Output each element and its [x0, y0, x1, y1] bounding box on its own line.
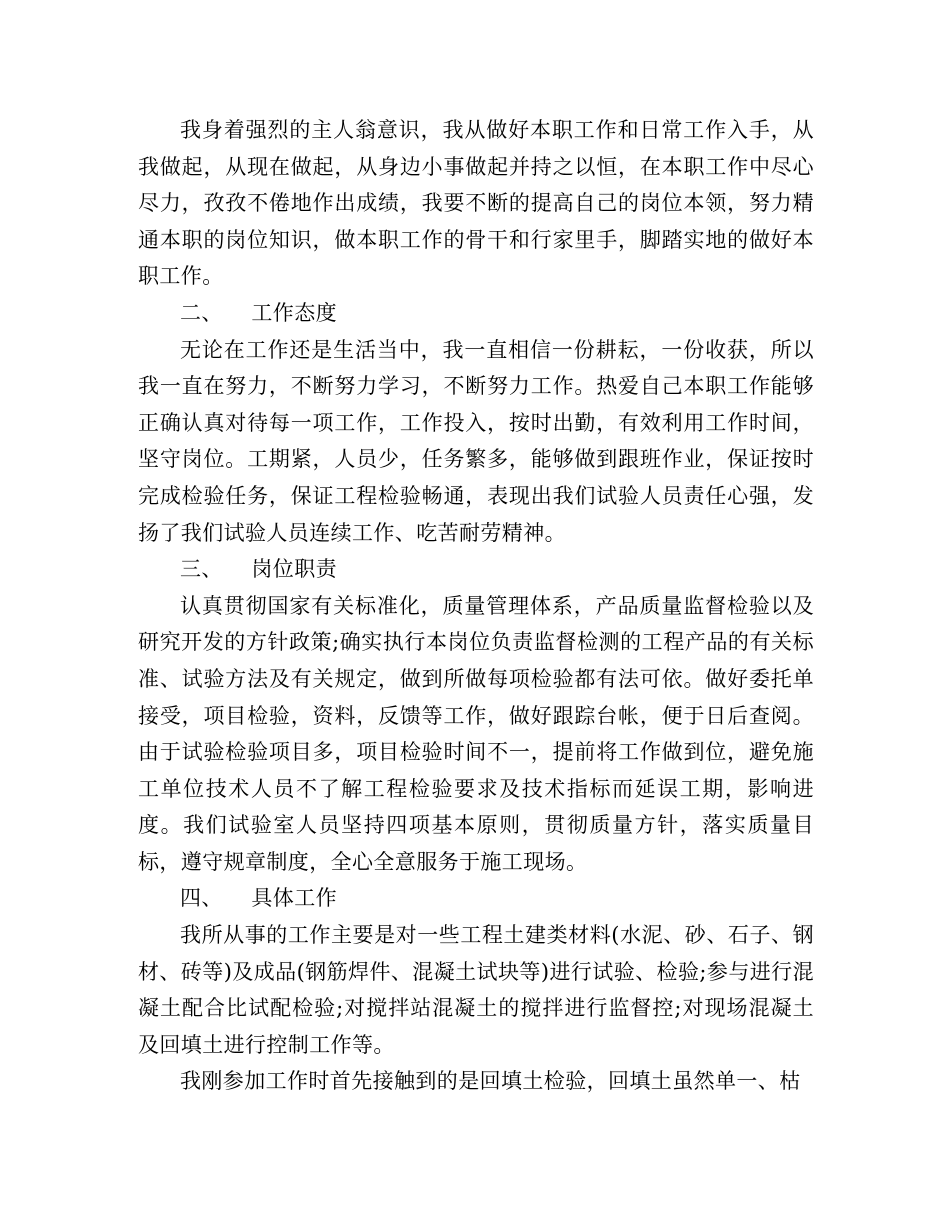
- section-heading-specific-work: [138, 880, 814, 917]
- paragraph-work-attitude: 无论在工作还是生活当中，我一直相信一份耕耘，一份收获，所以我一直在努力，不断努力学习，不断努力工作。热爱自己本职工作能够正确认真对待每一项工作，工作投入，按时出勤，有效利用工作时间，坚守岗位。工期紧，人员少，任务繁多，能够做到跟班作业，保证按时完成检验任务，保证工程检验畅通，表现出我们试验人员责任心强，发扬了我们试验人员连续工作、吃苦耐劳精神。: [138, 337, 814, 545]
- section-number: 二、: [180, 300, 223, 325]
- section-heading-job-duties: [138, 551, 814, 588]
- section-title: 岗位职责: [251, 557, 337, 582]
- paragraph-specific-work: 我所从事的工作主要是对一些工程土建类材料(水泥、砂、石子、钢材、砖等)及成品(钢筋焊件、混凝土试块等)进行试验、检验;参与进行混凝土配合比试配检验;对搅拌站混凝土的搅拌进行监督控;对现场混凝土及回填土进行控制工作等。: [138, 923, 814, 1057]
- paragraph-job-duties: 认真贯彻国家有关标准化，质量管理体系，产品质量监督检验以及研究开发的方针政策;确实执行本岗位负责监督检测的工程产品的有关标准、试验方法及有关规定，做到所做每项检验都有法可依。做好委托单接受，项目检验，资料，反馈等工作，做好跟踪台帐，便于日后查阅。由于试验检验项目多，项目检验时间不一，提前将工作做到位，避免施工单位技术人员不了解工程检验要求及技术指标而延误工期，影响进度。我们试验室人员坚持四项基本原则，贯彻质量方针，落实质量目标，遵守规章制度，全心全意服务于施工现场。: [138, 593, 814, 874]
- section-number: 四、: [180, 886, 223, 911]
- section-title: 工作态度: [251, 300, 337, 325]
- paragraph-sense-of-ownership: 我身着强烈的主人翁意识，我从做好本职工作和日常工作入手，从我做起，从现在做起，从身边小事做起并持之以恒，在本职工作中尽心尽力，孜孜不倦地作出成绩，我要不断的提高自己的岗位本领，努力精通本职的岗位知识，做本职工作的骨干和行家里手，脚踏实地的做好本职工作。: [138, 118, 814, 289]
- section-number: 三、: [180, 557, 223, 582]
- document-page: [138, 112, 814, 1100]
- paragraph-backfill-testing: 我刚参加工作时首先接触到的是回填土检验，回填土虽然单一、枯: [180, 1069, 801, 1094]
- section-heading-work-attitude: [138, 295, 814, 332]
- section-title: 具体工作: [251, 886, 337, 911]
